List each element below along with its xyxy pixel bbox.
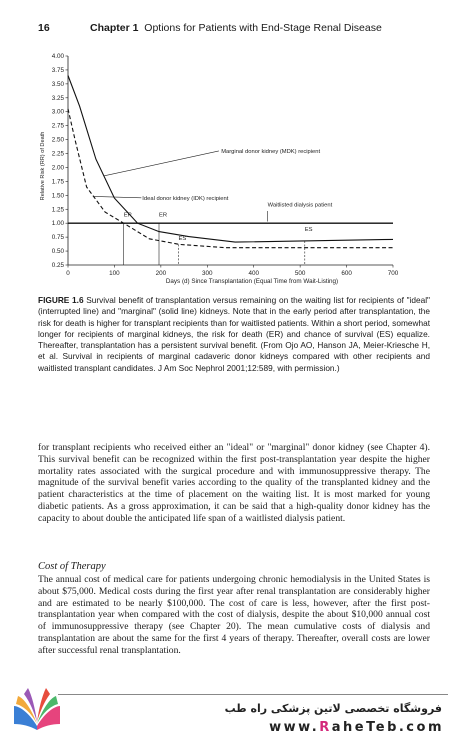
chart-annotation: Waitlisted dialysis patient: [267, 202, 333, 209]
y-tick-label: 0.50: [51, 248, 64, 256]
y-tick-label: 3.75: [51, 66, 64, 74]
footer-website-link[interactable]: [269, 720, 444, 735]
y-tick-label: 2.75: [51, 122, 64, 130]
survival-benefit-chart: [30, 48, 410, 288]
chart-annotations: [94, 149, 333, 242]
chart-annotation: Ideal donor kidney (IDK) recipient: [142, 195, 229, 202]
running-head: [90, 22, 382, 34]
chart-axes: [68, 56, 393, 265]
y-tick-label: 1.50: [51, 192, 64, 200]
x-tick-label: 400: [248, 270, 259, 277]
x-tick-label: 100: [109, 270, 120, 277]
figure-caption-text: Survival benefit of transplantation versus remaining on the waiting list for recipients of "ideal" (interrupted line) and "marginal" (solid line) kidneys. Note that in the early period after transplantation, the risk for death is higher for transplant recipients than for waitlisted patients. Within a short period, somewhat longer for recipients of marginal kidneys, the risk for death (ER) and chance of survival (ES) equalize. Thereafter, transplantation has a persistent survival benefit. (From Ojo AO, Hanson JA, Meier-Kriesche H, et al. Survival in recipients of marginal cadaveric donor kidneys compared with other recipients and waitlisted transplant candidates. J Am Soc Nephrol 2001;12:589, with permission.): [38, 295, 430, 373]
x-tick-label: 700: [387, 270, 399, 277]
x-tick-label: 0: [66, 270, 70, 277]
y-tick-label: 0.75: [51, 234, 64, 242]
chart-drop-lines: [124, 223, 305, 265]
body-paragraph-2: The annual cost of medical care for patients undergoing chronic hemodialysis in the United States is about $75,000. Medical costs during the first year after renal transplantation are considerably higher and are estimated to be nearly $100,000. The cost of care is less, however, after the first post-transplantation year when compared with the cost of dialysis, despite the about $10,000 annual cost of immunosuppressive therapy (see Chapter 20). The mean cumulative costs of dialysis and transplantation are about the same for the first 4 years of therapy. Thereafter, overall costs are lower after successful renal transplantation.: [38, 574, 430, 656]
book-logo-icon: [12, 684, 62, 734]
chart-ticks: [52, 53, 399, 277]
series-line-mdk: [68, 76, 393, 243]
series-line-idk: [68, 109, 393, 248]
y-tick-label: 1.25: [51, 206, 64, 214]
chapter-title: Options for Patients with End-Stage Renal Disease: [144, 22, 382, 34]
chart-annotation: ES: [178, 235, 187, 242]
y-tick-label: 1.00: [51, 220, 64, 228]
y-tick-label: 2.25: [51, 150, 64, 158]
url-rest: aheTeb.com: [331, 720, 444, 735]
y-tick-label: 2.50: [51, 136, 64, 144]
x-tick-label: 200: [155, 270, 167, 277]
y-tick-label: 1.75: [51, 178, 64, 186]
chart-annotation: ER: [159, 212, 168, 219]
y-tick-label: 3.00: [51, 108, 64, 116]
url-prefix: www.: [269, 720, 320, 735]
footer-persian-text: فروشگاه تخصصی لاتین پزشکی راه طب: [224, 702, 442, 715]
body-paragraph-1: for transplant recipients who received either an "ideal" or "marginal" donor kidney (see Chapter 4). This survival benefit can be recognized within the first post-transplantation year despite the higher mortality rates associated with the surgical procedure and with immunosuppressive therapy. The magnitude of the survival benefit varies according to the quality of the transplanted kidney and the patient characteristics at the time of placement on the waiting list. It is most marked for young diabetic patients. As a gross approximation, it can be said that a high-quality donor kidney has the capacity to about double the anticipated life span of a waitlisted dialysis patient.: [38, 442, 430, 524]
footer-divider: [58, 694, 448, 695]
x-tick-label: 500: [294, 270, 306, 277]
section-heading-cost: Cost of Therapy: [38, 561, 106, 572]
chart-series: [68, 76, 393, 248]
x-tick-label: 300: [202, 270, 213, 277]
chart-annotation: ES: [304, 227, 313, 234]
chart-annotation: Marginal donor kidney (MDK) recipient: [221, 148, 321, 155]
y-tick-label: 3.25: [51, 94, 64, 102]
y-axis-label: Relative Risk (RR) of Death: [40, 131, 46, 201]
annotation-leader: [104, 151, 219, 176]
chapter-label: Chapter 1: [90, 22, 139, 34]
url-accent: R: [319, 720, 332, 735]
y-tick-label: 0.25: [51, 262, 64, 269]
x-tick-label: 600: [341, 270, 352, 277]
y-tick-label: 2.00: [51, 164, 64, 172]
page-number: 16: [38, 22, 50, 34]
chart-annotation: ER: [123, 212, 132, 219]
x-axis-label: Days (d) Since Transplantation (Equal Time from Wait-Listing): [165, 278, 339, 285]
site-footer: [0, 680, 464, 743]
figure-caption: [38, 295, 430, 374]
y-tick-label: 3.50: [51, 80, 64, 88]
figure-label: FIGURE 1.6: [38, 295, 84, 305]
y-tick-label: 4.00: [51, 53, 64, 60]
page-header: [38, 22, 438, 38]
annotation-leader: [94, 196, 142, 197]
